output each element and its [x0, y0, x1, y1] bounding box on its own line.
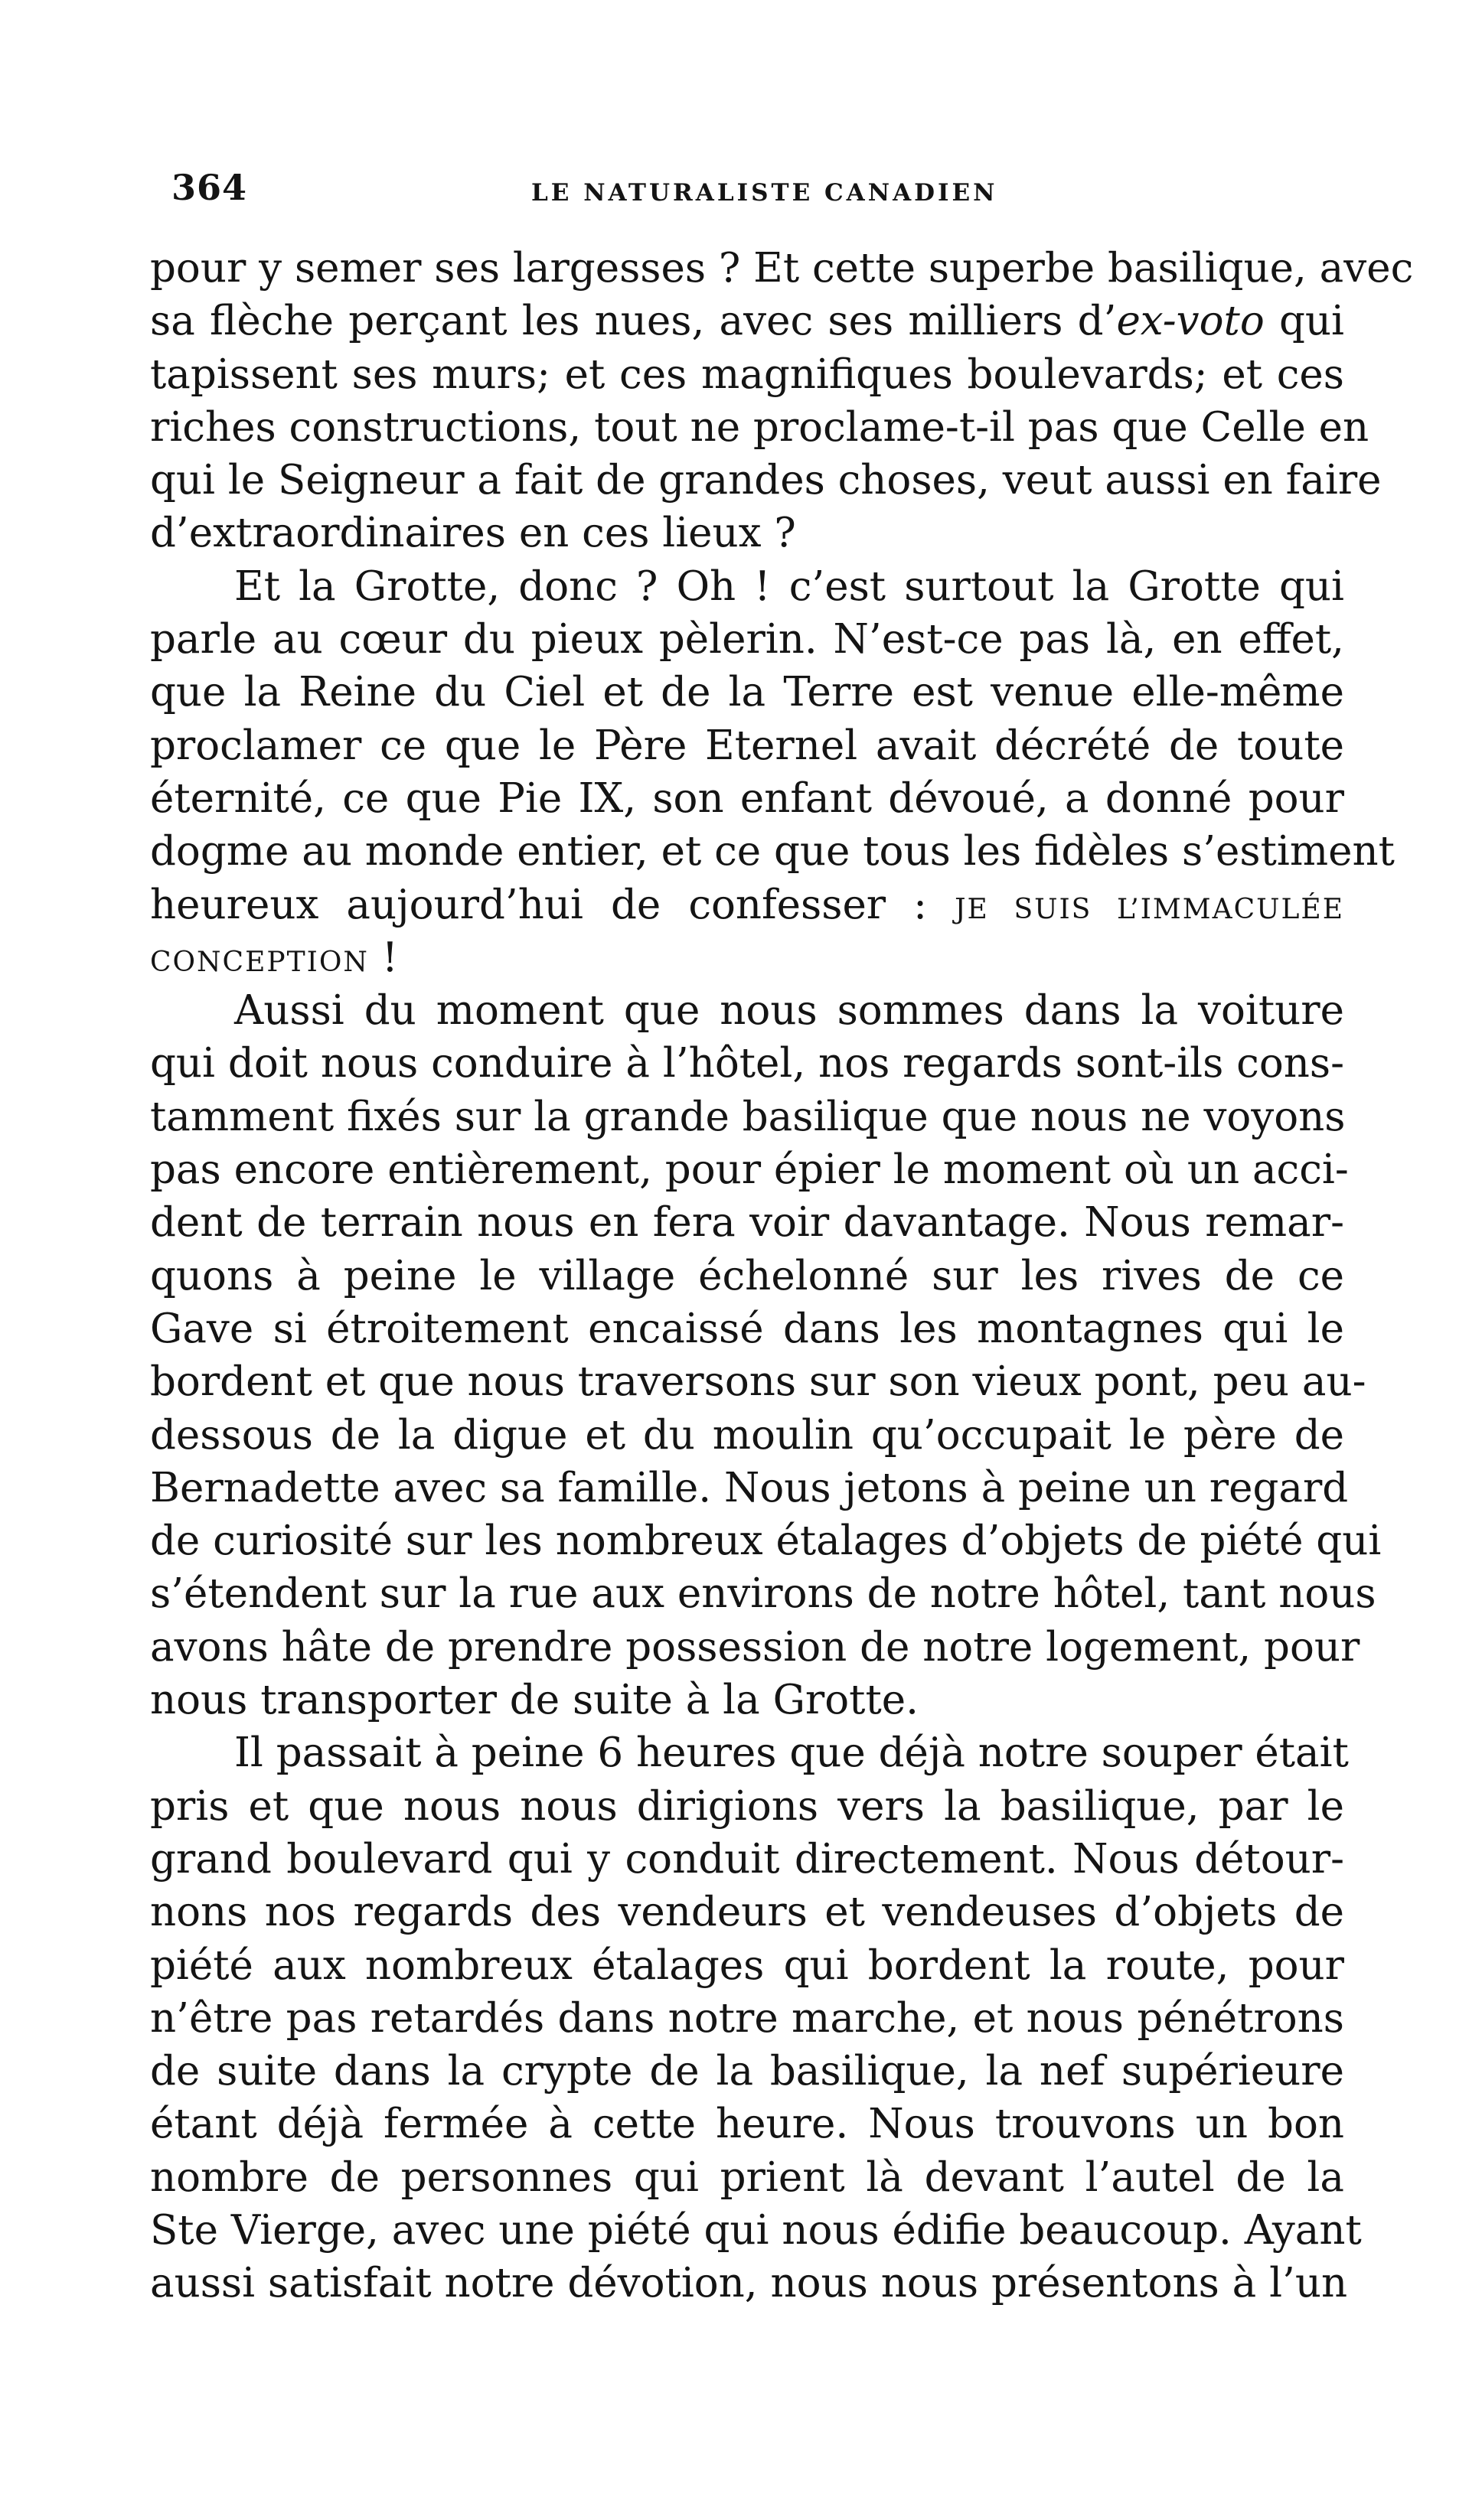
text-line: piété aux nombreux étalages qui bordent la route, pour — [150, 1941, 1344, 1989]
text-line: éternité, ce que Pie IX, son enfant dévoué, a donné pour — [150, 774, 1344, 822]
text-line: bordent et que nous traversons sur son vieux pont, peu au- — [150, 1358, 1366, 1406]
text-line: pris et que nous nous dirigions vers la basilique, par le — [150, 1782, 1344, 1830]
text-line: Gave si étroitement encaissé dans les montagnes qui le — [150, 1305, 1344, 1352]
text-line: que la Reine du Ciel et de la Terre est venue elle-même — [150, 669, 1344, 716]
paragraph-2 — [150, 560, 1395, 984]
text-line: nons nos regards des vendeurs et vendeuses d’objets de — [150, 1889, 1344, 1936]
text-line: étant déjà fermée à cette heure. Nous trouvons un bon — [150, 2101, 1344, 2148]
text-line: de suite dans la crypte de la basilique, la nef supérieure — [150, 2048, 1344, 2095]
text-line: quons à peine le village échelonné sur les rives de ce — [150, 1252, 1344, 1299]
smallcaps-phrase: JE SUIS L’IMMACULÉE — [955, 893, 1344, 925]
text-fragment: ! — [368, 934, 399, 981]
text-line: s’étendent sur la rue aux environs de notre hôtel, tant nous — [150, 1570, 1376, 1618]
text-line: qui le Seigneur a fait de grandes choses, veut aussi en faire — [150, 457, 1382, 504]
page-number: 364 — [171, 167, 248, 208]
paragraph-3 — [150, 984, 1382, 1726]
italic-term: ex-voto — [1116, 298, 1265, 345]
text-line: nombre de personnes qui prient là devant l’autel de la — [150, 2153, 1344, 2201]
running-head: LE NATURALISTE CANADIEN — [531, 179, 998, 207]
paragraph-4 — [150, 1726, 1362, 2310]
text-line: d’extraordinaires en ces lieux ? — [150, 510, 796, 557]
text-line: Ste Vierge, avec une piété qui nous édifie beaucoup. Ayant — [150, 2206, 1362, 2254]
body-text — [150, 242, 1414, 2310]
text-line: pas encore entièrement, pour épier le moment où un acci- — [150, 1146, 1349, 1194]
text-line: parle au cœur du pieux pèlerin. N’est-ce pas là, en effet, — [150, 616, 1344, 663]
text-line: tapissent ses murs; et ces magnifiques boulevards; et ces — [150, 350, 1344, 398]
text-line: tamment fixés sur la grande basilique que nous ne voyons — [150, 1093, 1346, 1140]
paragraph-1 — [150, 242, 1414, 560]
text-line: Bernadette avec sa famille. Nous jetons à peine un regard — [150, 1464, 1349, 1511]
text-line: Il passait à peine 6 heures que déjà notre souper était — [234, 1729, 1349, 1777]
text-line: avons hâte de prendre possession de notre logement, pour — [150, 1623, 1360, 1671]
text-line: aussi satisfait notre dévotion, nous nous présentons à l’un — [150, 2260, 1348, 2307]
text-line: riches constructions, tout ne proclame-t-il pas que Celle en — [150, 403, 1369, 451]
text-line — [150, 879, 1344, 931]
text-line: Aussi du moment que nous sommes dans la voiture — [234, 987, 1344, 1035]
text-line: dogme au monde entier, et ce que tous les fidèles s’estiment — [150, 828, 1395, 875]
page-header — [171, 167, 1335, 220]
text-line: nous transporter de suite à la Grotte. — [150, 1677, 919, 1724]
text-line: qui doit nous conduire à l’hôtel, nos regards sont-ils cons- — [150, 1040, 1344, 1087]
text-line: grand boulevard qui y conduit directement. Nous détour- — [150, 1835, 1344, 1883]
text-fragment: heureux aujourd’hui de confesser : — [150, 881, 955, 928]
text-line — [150, 931, 1344, 984]
text-line: pour y semer ses largesses ? Et cette superbe basilique, avec — [150, 245, 1414, 292]
text-line: de curiosité sur les nombreux étalages d’objets de piété qui — [150, 1518, 1382, 1565]
text-line: dessous de la digue et du moulin qu’occupait le père de — [150, 1411, 1344, 1459]
text-line: dent de terrain nous en fera voir davantage. Nous remar- — [150, 1199, 1344, 1247]
text-fragment: qui — [1264, 298, 1345, 345]
text-line — [150, 295, 1344, 347]
text-line: Et la Grotte, donc ? Oh ! c’est surtout la Grotte qui — [234, 562, 1344, 610]
text-line: proclamer ce que le Père Eternel avait décrété de toute — [150, 722, 1344, 769]
text-line: n’être pas retardés dans notre marche, et nous pénétrons — [150, 1994, 1344, 2042]
text-fragment: sa flèche perçant les nues, avec ses milliers d’ — [150, 298, 1117, 345]
smallcaps-phrase: CONCEPTION — [150, 946, 369, 978]
